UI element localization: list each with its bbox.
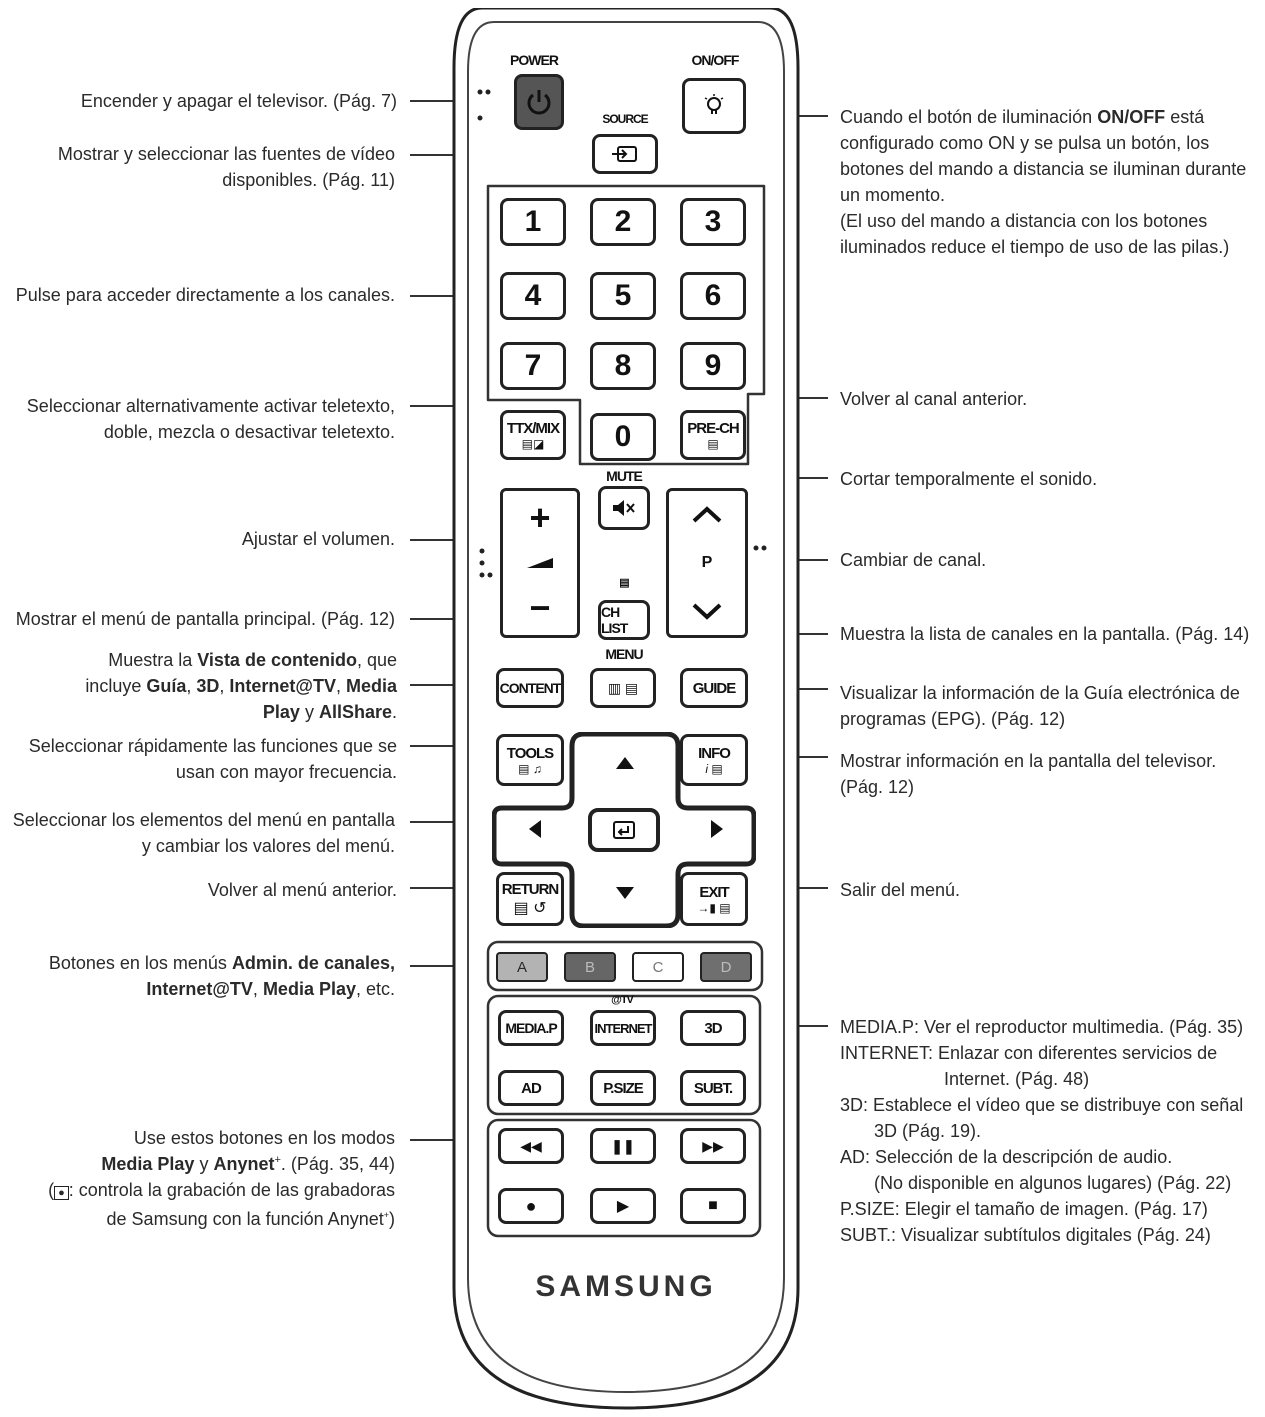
ad-button[interactable]: AD xyxy=(498,1070,564,1106)
arrow-left-icon[interactable] xyxy=(528,819,542,839)
annotation-menu: Mostrar el menú de pantalla principal. (Pág. 12) xyxy=(15,609,395,629)
volume-level-icon xyxy=(525,556,555,570)
annotation-return: Volver al menú anterior. xyxy=(207,880,397,900)
digit-3-button[interactable]: 3 xyxy=(680,198,746,246)
info-label: INFO xyxy=(698,744,730,762)
color-button-c[interactable]: C xyxy=(632,952,684,982)
channel-up-icon xyxy=(691,506,723,524)
enter-button[interactable] xyxy=(588,808,660,852)
at-tv-label: @TV xyxy=(611,994,633,1006)
power-icon xyxy=(524,87,554,117)
power-label: POWER xyxy=(510,52,558,68)
annotation-function-buttons: MEDIA.P: Ver el reproductor multimedia. (Pág. 35) INTERNET: Enlazar con diferentes servicios de Internet. (Pág. 48) 3D: Establece el vídeo que se distribuye con señal 3D (Pág. 19). AD: Selección de la descripción de audio. (No disponible en algunos lugares) (Pág. 22) P.SIZE: Elegir el tamaño de imagen. (Pág. 17) SUBT.: Visualizar subtítulos digitales (Pág. 24) xyxy=(840,1017,1244,1245)
play-icon: ▶ xyxy=(616,1198,630,1215)
teletext-index-icon: ▤ xyxy=(707,436,719,451)
stop-button[interactable] xyxy=(680,1188,746,1224)
color-button-d[interactable]: D xyxy=(700,952,752,982)
rewind-button[interactable] xyxy=(498,1128,564,1164)
rewind-icon: ◀◀ xyxy=(520,1137,542,1154)
annotation-media-buttons: Use estos botones en los modos Media Play y Anynet+. (Pág. 35, 44) ( ● : controla la grabación de las grabadoras de Samsung con la función Anynet+) xyxy=(48,1128,395,1229)
return-label: RETURN xyxy=(501,880,559,898)
annotation-channels: Pulse para acceder directamente a los canales. xyxy=(15,285,395,305)
menu-icon: ▥ ▤ xyxy=(607,679,639,696)
teletext-icon: ▤◪ xyxy=(521,436,545,451)
annotation-content: Muestra la Vista de contenido, que incluye Guía, 3D, Internet@TV, Media Play y AllShare. xyxy=(85,650,397,722)
play-button[interactable] xyxy=(590,1188,656,1224)
channel-rocker[interactable] xyxy=(666,488,748,638)
p-size-button[interactable]: P.SIZE xyxy=(590,1070,656,1106)
digit-5-button[interactable]: 5 xyxy=(590,272,656,320)
guide-button[interactable]: GUIDE xyxy=(680,668,748,708)
annotation-onoff: Cuando el botón de iluminación ON/OFF está configurado como ON y se pulsa un botón, los botones del mando a distancia se iluminan durante un momento. (El uso del mando a distancia con los botones iluminados reduce el tiempo de uso de las pilas.) xyxy=(840,107,1247,257)
ch-list-button[interactable]: CH LIST xyxy=(598,600,650,640)
annotation-nav: Seleccionar los elementos del menú en pantalla y cambiar los valores del menú. xyxy=(12,810,395,856)
annotation-volume: Ajustar el volumen. xyxy=(241,529,395,549)
volume-rocker[interactable] xyxy=(500,488,580,638)
enter-icon xyxy=(610,820,638,840)
record-button[interactable] xyxy=(498,1188,564,1224)
exit-icon: →▮ ▤ xyxy=(697,900,731,915)
fast-forward-icon: ▶▶ xyxy=(702,1137,724,1154)
tools-icon: ▤ ♫ xyxy=(518,761,542,776)
return-button[interactable] xyxy=(496,872,564,926)
content-button[interactable]: CONTENT xyxy=(496,668,564,708)
exit-label: EXIT xyxy=(699,883,729,901)
channel-down-icon xyxy=(691,602,723,620)
remote-control xyxy=(452,8,800,1410)
annotation-power: Encender y apagar el televisor. (Pág. 7) xyxy=(80,91,397,111)
annotation-ttx: Seleccionar alternativamente activar teletexto, doble, mezcla o desactivar teletexto. xyxy=(26,396,395,442)
digit-7-button[interactable]: 7 xyxy=(500,342,566,390)
pause-icon: ❚❚ xyxy=(611,1137,635,1154)
media-p-button[interactable]: MEDIA.P xyxy=(498,1010,564,1046)
source-button[interactable] xyxy=(592,134,658,174)
return-icon: ▤ ↺ xyxy=(513,899,547,917)
digit-2-button[interactable]: 2 xyxy=(590,198,656,246)
source-label: SOURCE xyxy=(602,112,648,126)
subt-button[interactable]: SUBT. xyxy=(680,1070,746,1106)
arrow-up-icon[interactable] xyxy=(615,756,635,770)
lightbulb-icon xyxy=(701,93,727,119)
pause-button[interactable] xyxy=(590,1128,656,1164)
menu-label: MENU xyxy=(605,646,643,662)
annotation-info: Mostrar información en la pantalla del televisor. (Pág. 12) xyxy=(840,751,1217,797)
mute-label: MUTE xyxy=(606,468,642,484)
annotation-color-buttons: Botones en los menús Admin. de canales, Internet@TV, Media Play, etc. xyxy=(48,953,395,999)
annotation-channel: Cambiar de canal. xyxy=(840,550,987,570)
digit-8-button[interactable]: 8 xyxy=(590,342,656,390)
pre-ch-button[interactable] xyxy=(680,410,746,460)
p-label: P xyxy=(701,554,713,571)
annotation-chlist: Muestra la lista de canales en la pantalla. (Pág. 14) xyxy=(840,624,1250,644)
digit-4-button[interactable]: 4 xyxy=(500,272,566,320)
digit-6-button[interactable]: 6 xyxy=(680,272,746,320)
annotation-prech: Volver al canal anterior. xyxy=(840,389,1028,409)
power-button[interactable] xyxy=(514,74,564,130)
ttx-mix-label: TTX/MIX xyxy=(506,419,560,437)
color-button-a[interactable]: A xyxy=(496,952,548,982)
samsung-logo: SAMSUNG xyxy=(535,1270,717,1303)
onoff-label: ON/OFF xyxy=(691,52,739,68)
arrow-right-icon[interactable] xyxy=(710,819,724,839)
onoff-light-button[interactable] xyxy=(682,78,746,134)
annotation-exit: Salir del menú. xyxy=(840,880,961,900)
mute-button[interactable] xyxy=(598,486,650,530)
volume-up-icon: + xyxy=(529,496,551,538)
digit-9-button[interactable]: 9 xyxy=(680,342,746,390)
annotation-tools: Seleccionar rápidamente las funciones que se usan con mayor frecuencia. xyxy=(28,736,397,782)
digit-1-button[interactable]: 1 xyxy=(500,198,566,246)
digit-0-button[interactable]: 0 xyxy=(590,413,656,461)
fast-forward-button[interactable] xyxy=(680,1128,746,1164)
volume-down-icon: − xyxy=(529,587,551,629)
mute-icon xyxy=(611,497,637,519)
tools-label: TOOLS xyxy=(506,744,554,762)
annotation-guide: Visualizar la información de la Guía electrónica de programas (EPG). (Pág. 12) xyxy=(840,683,1240,729)
chlist-teletext-icon: ▤ xyxy=(619,577,629,589)
source-icon xyxy=(610,144,640,164)
internet-button[interactable]: INTERNET xyxy=(590,1010,656,1046)
menu-button[interactable] xyxy=(590,668,656,708)
ttx-mix-button[interactable] xyxy=(500,410,566,460)
pre-ch-label: PRE-CH xyxy=(687,419,739,437)
stop-icon: ■ xyxy=(708,1197,718,1214)
annotation-source: Mostrar y seleccionar las fuentes de vídeo disponibles. (Pág. 11) xyxy=(57,144,395,190)
arrow-down-icon[interactable] xyxy=(615,886,635,900)
exit-button[interactable] xyxy=(680,872,748,926)
3d-button[interactable]: 3D xyxy=(680,1010,746,1046)
annotation-mute: Cortar temporalmente el sonido. xyxy=(840,469,1098,489)
record-icon: ● xyxy=(525,1195,537,1216)
info-icon: i ▤ xyxy=(705,761,723,776)
color-button-b[interactable]: B xyxy=(564,952,616,982)
